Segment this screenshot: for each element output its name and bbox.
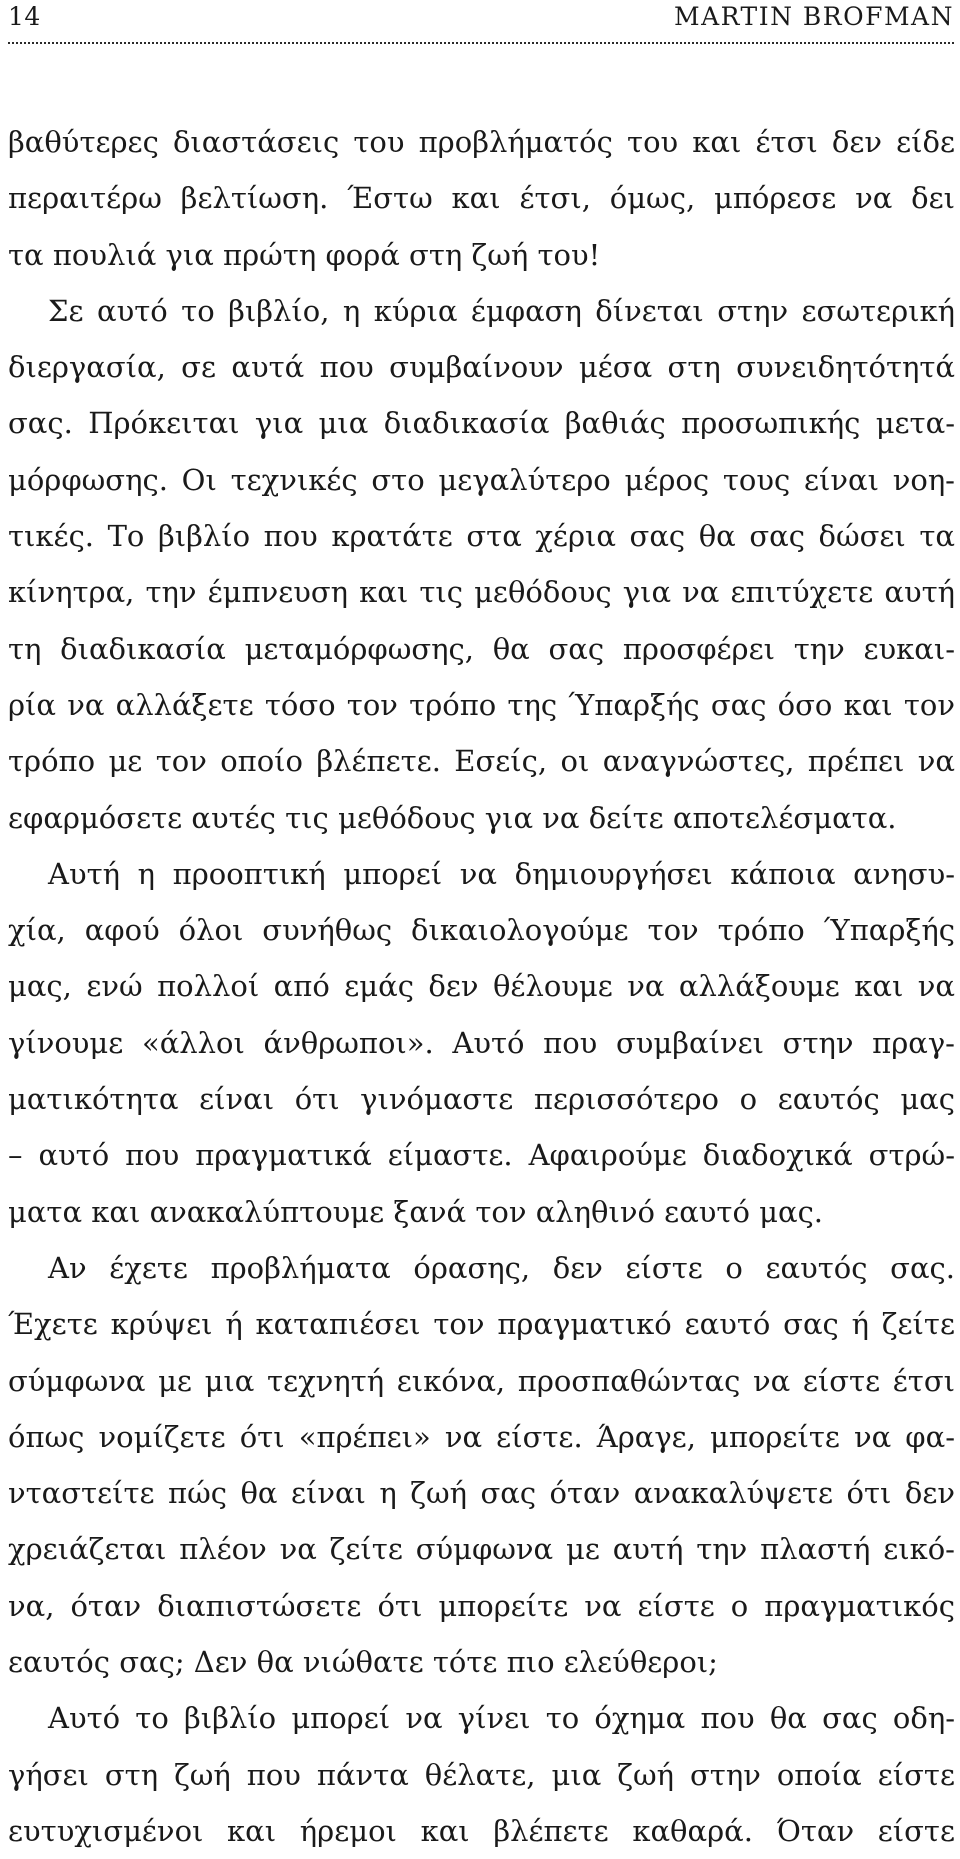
text-line: ματα και ανακαλύπτουμε ξανά τον αληθινό εαυτό μας. xyxy=(8,1194,824,1229)
text-line: σας. Πρόκειται για μια διαδικασία βαθιάς προσωπικής μετα- xyxy=(8,406,955,441)
text-line: μας, ενώ πολλοί από εμάς δεν θέλουμε να αλλάξουμε και να xyxy=(8,969,955,1004)
text-line: μόρφωσης. Οι τεχνικές στο μεγαλύτερο μέρος τους είναι νοη- xyxy=(8,462,955,497)
text-line: νταστείτε πώς θα είναι η ζωή σας όταν ανακαλύψετε ότι δεν xyxy=(8,1476,955,1511)
text-line: βαθύτερες διαστάσεις του προβλήματός του και έτσι δεν είδε xyxy=(8,125,955,159)
text-line: εαυτός σας; Δεν θα νιώθατε τότε πιο ελεύθεροι; xyxy=(8,1645,718,1680)
paragraph-first-line: Αυτό το βιβλίο μπορεί να γίνει το όχημα που θα σας οδη- xyxy=(48,1701,955,1736)
text-line: σύμφωνα με μια τεχνητή εικόνα, προσπαθώντας να είστε έτσι xyxy=(8,1363,955,1398)
text-line: γήσει στη ζωή που πάντα θέλατε, μια ζωή στην οποία είστε xyxy=(8,1757,955,1792)
body-text xyxy=(8,114,955,1859)
paragraph-first-line: Αν έχετε προβλήματα όρασης, δεν είστε ο εαυτός σας. xyxy=(48,1250,955,1285)
text-line: τικές. Το βιβλίο που κρατάτε στα χέρια σας θα σας δώσει τα xyxy=(8,519,955,554)
text-line: διεργασία, σε αυτά που συμβαίνουν μέσα στη συνειδητότητά xyxy=(8,350,955,385)
text-line: χία, αφού όλοι συνήθως δικαιολογούμε τον τρόπο Ύπαρξής xyxy=(8,913,955,948)
text-line: εφαρμόσετε αυτές τις μεθόδους για να δείτε αποτελέσματα. xyxy=(8,800,897,835)
text-line: τρόπο με τον οποίο βλέπετε. Εσείς, οι αναγνώστες, πρέπει να xyxy=(8,744,955,779)
text-line: περαιτέρω βελτίωση. Έστω και έτσι, όμως, μπόρεσε να δει xyxy=(8,181,955,216)
text-line: ματικότητα είναι ότι γινόμαστε περισσότερο ο εαυτός μας xyxy=(8,1082,955,1117)
running-head-author: MARTIN BROFMAN xyxy=(674,2,954,31)
text-line: τη διαδικασία μεταμόρφωσης, θα σας προσφέρει την ευκαι- xyxy=(8,631,955,666)
text-line: Έχετε κρύψει ή καταπιέσει τον πραγματικό εαυτό σας ή ζείτε xyxy=(8,1307,955,1342)
page-number: 14 xyxy=(8,2,41,31)
paragraph-first-line: Αυτή η προοπτική μπορεί να δημιουργήσει κάποια ανησυ- xyxy=(48,856,955,891)
paragraph-first-line: Σε αυτό το βιβλίο, η κύρια έμφαση δίνεται στην εσωτερική xyxy=(48,293,955,328)
text-line: να, όταν διαπιστώσετε ότι μπορείτε να είστε ο πραγματικός xyxy=(8,1588,955,1623)
text-line: ευτυχισμένοι και ήρεμοι και βλέπετε καθαρά. Όταν είστε xyxy=(8,1813,955,1848)
text-line: χρειάζεται πλέον να ζείτε σύμφωνα με αυτή την πλαστή εικό- xyxy=(8,1532,955,1567)
text-line: όπως νομίζετε ότι «πρέπει» να είστε. Άραγε, μπορείτε να φα- xyxy=(8,1419,955,1454)
running-header xyxy=(8,2,954,44)
text-line: ρία να αλλάξετε τόσο τον τρόπο της Ύπαρξής σας όσο και τον xyxy=(8,687,955,722)
text-line: γίνουμε «άλλοι άνθρωποι». Αυτό που συμβαίνει στην πραγ- xyxy=(8,1025,955,1060)
text-line: κίνητρα, την έμπνευση και τις μεθόδους για να επιτύχετε αυτή xyxy=(8,575,955,610)
text-line: – αυτό που πραγματικά είμαστε. Αφαιρούμε διαδοχικά στρώ- xyxy=(8,1138,955,1173)
text-line: τα πουλιά για πρώτη φορά στη ζωή του! xyxy=(8,237,601,272)
